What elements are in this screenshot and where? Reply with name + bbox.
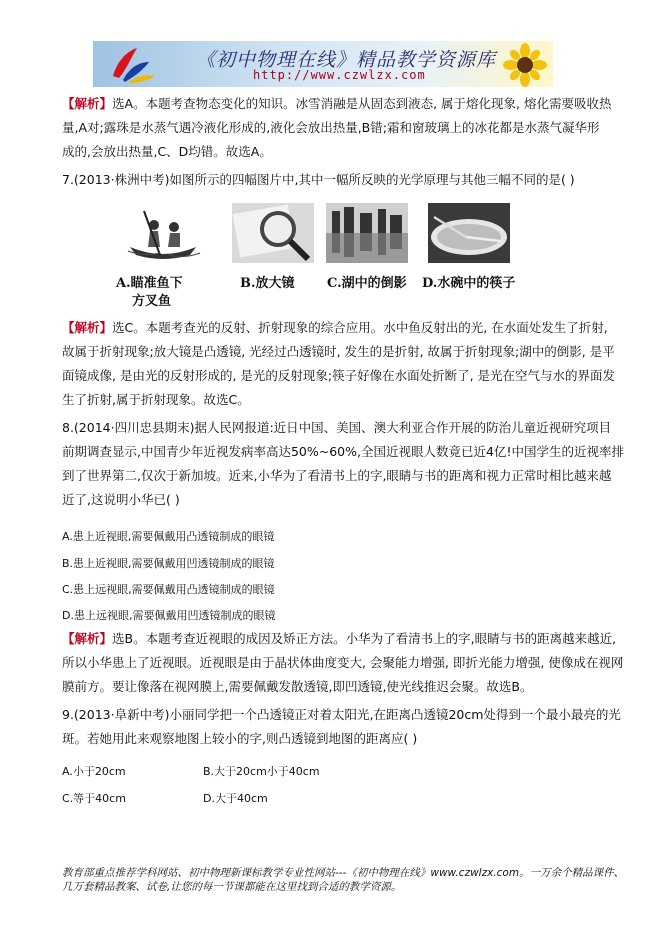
spear-fishing-illustration	[124, 203, 202, 263]
analysis-tag: 【解析】	[62, 631, 113, 646]
q8-option-b: B.患上近视眼,需要佩戴用凹透镜制成的眼镜	[62, 557, 275, 570]
q7-analysis-line-3: 面镜成像, 是由光的反射形成的, 是光的反射现象;筷子好像在水面处折断了, 是光在空气与水的界面发	[62, 368, 616, 383]
analysis-tag: 【解析】	[62, 320, 113, 335]
q9-stem-line-2: 斑。若她用此来观察地图上较小的字,则凸透镜到地图的距离应( )	[62, 731, 418, 746]
q7-analysis-line-2: 故属于折射现象;放大镜是凸透镜, 光经过凸透镜时, 发生的是折射, 故属于折射现象;湖中的倒影, 是平	[62, 344, 615, 359]
analysis-text: 选B。本题考查近视眼的成因及矫正方法。小华为了看清书上的字,眼睛与书的距离越来越近,	[112, 631, 617, 646]
magnifier-photo	[232, 203, 314, 263]
q8-analysis-line-2: 所以小华患上了近视眼。近视眼是由于晶状体曲度变大, 会聚能力增强, 即折光能力增强, 使像成在视网	[62, 655, 624, 670]
footer-line-1: 教育部重点推荐学科网站、初中物理新课标教学专业性网站---《初中物理在线》www.czwlzx.com。一万余个精品课件、	[62, 867, 625, 879]
banner-url[interactable]: http://www.czwlzx.com	[253, 68, 426, 82]
tri-color-leaf-logo-icon	[109, 46, 157, 84]
q7-analysis-line-1	[62, 320, 608, 335]
q8-analysis-line-1	[62, 631, 617, 646]
analysis-text: 选A。本题考查物态变化的知识。冰雪消融是从固态到液态, 属于熔化现象, 熔化需要吸收热	[112, 96, 612, 111]
q8-option-a: A.患上近视眼,需要佩戴用凸透镜制成的眼镜	[62, 530, 275, 543]
lake-reflection-photo	[326, 203, 408, 263]
analysis-text: 选C。本题考查光的反射、折射现象的综合应用。水中鱼反射出的光, 在水面处发生了折射,	[112, 320, 608, 335]
analysis-tag: 【解析】	[62, 96, 113, 111]
banner-title: 《初中物理在线》精品教学资源库	[196, 49, 497, 71]
q9-option-a: A.小于20cm	[62, 765, 126, 778]
page-footer	[62, 866, 624, 894]
q6-analysis-line-2: 量,A对;露珠是水蒸气遇冷液化形成的,液化会放出热量,B错;霜和窗玻璃上的冰花都是水蒸气凝华形	[62, 120, 600, 135]
q9-option-c: C.等于40cm	[62, 792, 126, 805]
q7-stem: 7.(2013·株洲中考)如图所示的四幅图片中,其中一幅所反映的光学原理与其他三幅不同的是( )	[62, 172, 575, 187]
q6-analysis-line-1	[62, 96, 612, 111]
q6-analysis-line-3: 成的,会放出热量,C、D均错。故选A。	[62, 144, 272, 159]
q8-stem-line-4: 近了,这说明小华已( )	[62, 492, 180, 507]
sunflower-icon	[501, 43, 549, 87]
q8-stem-line-1: 8.(2014·四川忠县期末)据人民网报道:近日中国、美国、澳大利亚合作开展的防治儿童近视研究项目	[62, 420, 612, 435]
q9-stem-line-1: 9.(2013·阜新中考)小丽同学把一个凸透镜正对着太阳光,在距离凸透镜20cm处得到一个最小最亮的光	[62, 707, 621, 722]
q9-option-b: B.大于20cm小于40cm	[203, 765, 320, 778]
caption-c: C.湖中的倒影	[327, 276, 407, 291]
header-banner	[93, 41, 553, 87]
q8-option-d: D.患上远视眼,需要佩戴用凹透镜制成的眼镜	[62, 609, 276, 622]
q8-stem-line-3: 到了世界第二,仅次于新加坡。近来,小华为了看清书上的字,眼睛与书的距离和视力正常时相比越来越	[62, 468, 612, 483]
caption-a-line-1: A.瞄准鱼下	[116, 276, 183, 291]
caption-b: B.放大镜	[240, 276, 295, 291]
q8-stem-line-2: 前期调查显示,中国青少年近视发病率高达50%~60%,全国近视眼人数竟已近4亿!中国学生的近视率排	[62, 444, 624, 459]
q8-analysis-line-3: 膜前方。要让像落在视网膜上,需要佩戴发散透镜,即凹透镜,使光线推迟会聚。故选B。	[62, 679, 533, 694]
caption-d: D.水碗中的筷子	[422, 276, 516, 291]
q8-option-c: C.患上远视眼,需要佩戴用凸透镜制成的眼镜	[62, 583, 275, 596]
q9-option-d: D.大于40cm	[203, 792, 268, 805]
chopsticks-in-bowl-photo	[428, 203, 510, 263]
caption-a-line-2: 方叉鱼	[132, 294, 172, 309]
q7-analysis-line-4: 生了折射,属于折射现象。故选C。	[62, 392, 250, 407]
footer-line-2: 几万套精品教案、试卷,让您的每一节课都能在这里找到合适的教学资源。	[62, 881, 402, 893]
